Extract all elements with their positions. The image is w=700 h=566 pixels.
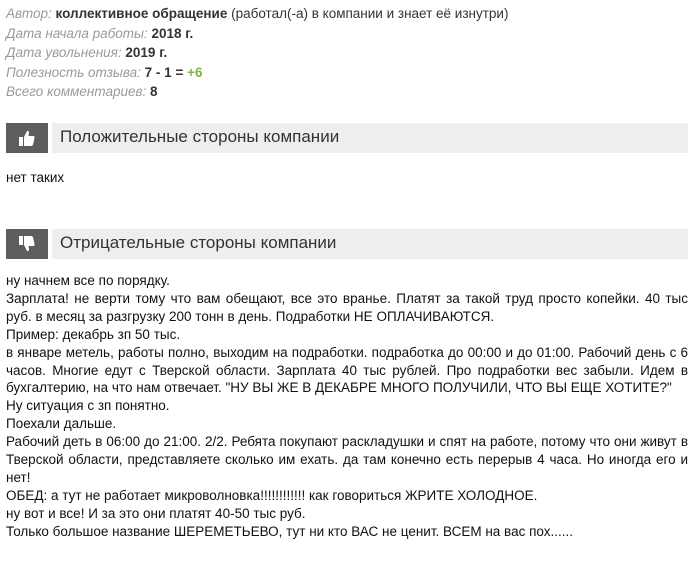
start-date-label: Дата начала работы: bbox=[6, 25, 148, 41]
usefulness-equals: = bbox=[175, 64, 184, 80]
end-date-value: 2019 г. bbox=[125, 45, 168, 60]
usefulness-total: +6 bbox=[187, 64, 203, 80]
cons-line: Рабочий деть в 06:00 до 21:00. 2/2. Ребята покупают раскладушки и спят на работе, потому что они живут в Тверской области, представляете сколько им ехать. да там конечно есть перерыв 4 часа. Но иногда его и нет! bbox=[6, 434, 688, 485]
author-value: коллективное обращение bbox=[55, 6, 228, 21]
author-row bbox=[6, 4, 508, 24]
cons-line: ОБЕД: а тут не работает микроволновка!!!!!!!!!!!! как говориться ЖРИТЕ ХОЛОДНОЕ. bbox=[6, 487, 538, 503]
cons-line: ну начнем все по порядку. bbox=[6, 273, 170, 288]
start-date-value: 2018 г. bbox=[151, 25, 194, 41]
usefulness-dislikes: 1 bbox=[164, 64, 172, 80]
pros-header bbox=[6, 123, 688, 153]
comments-row bbox=[6, 82, 508, 102]
end-date-row bbox=[6, 43, 508, 63]
cons-line: Пример: декабрь зп 50 тыс. bbox=[6, 326, 181, 342]
usefulness-row bbox=[6, 63, 508, 83]
cons-line: в январе метель, работы полно, выходим на подработки. подработка до 00:00 и до 01:00. Рабочий день с 6 часов. Многие едут с Тверской области. Зарплата 40 тыс рублей. Про подработки вес забыли. Идем в бухгалтерию, на что нам отвечает. "НУ ВЫ ЖЕ В ДЕКАБРЕ МНОГО ПОЛУЧИЛИ, ЧТО ВЫ ЕЩЕ ХОТИТЕ?" bbox=[6, 344, 688, 396]
cons-line: ну вот и все! И за это они платят 40-50 тыс руб. bbox=[6, 505, 306, 521]
comments-count[interactable]: 8 bbox=[150, 84, 158, 99]
review-meta bbox=[6, 4, 508, 102]
comments-label: Всего комментариев: bbox=[6, 84, 147, 99]
start-date-row bbox=[6, 24, 508, 44]
author-note: (работал(-а) в компании и знает её изнутри) bbox=[231, 6, 509, 21]
thumbs-down-icon bbox=[6, 229, 48, 259]
pros-text: нет таких bbox=[6, 170, 65, 185]
usefulness-likes: 7 bbox=[144, 64, 153, 80]
cons-text bbox=[6, 272, 688, 541]
cons-line: Ну ситуация с зп понятно. bbox=[6, 398, 170, 414]
author-label: Автор: bbox=[6, 6, 52, 21]
cons-header bbox=[6, 229, 688, 259]
header-divider bbox=[48, 123, 52, 153]
cons-title: Отрицательные стороны компании bbox=[60, 233, 337, 252]
end-date-label: Дата увольнения: bbox=[6, 45, 122, 60]
thumbs-up-icon bbox=[6, 123, 48, 153]
header-divider bbox=[48, 229, 52, 259]
usefulness-minus: - bbox=[155, 64, 161, 80]
cons-line: Только большое название ШЕРЕМЕТЬЕВО, тут ни кто ВАС не ценит. ВСЕМ на вас пох...... bbox=[6, 523, 574, 539]
pros-title: Положительные стороны компании bbox=[60, 127, 340, 146]
cons-line: Зарплата! не верти тому что вам обещают, все это вранье. Платят за такой труд просто копейки. 40 тыс руб. в месяц за разгрузку 200 тонн в день. Подработки НЕ ОПЛАЧИВАЮТСЯ. bbox=[6, 290, 688, 324]
cons-line: Поехали дальше. bbox=[6, 416, 117, 432]
usefulness-label: Полезность отзыва: bbox=[6, 64, 141, 80]
